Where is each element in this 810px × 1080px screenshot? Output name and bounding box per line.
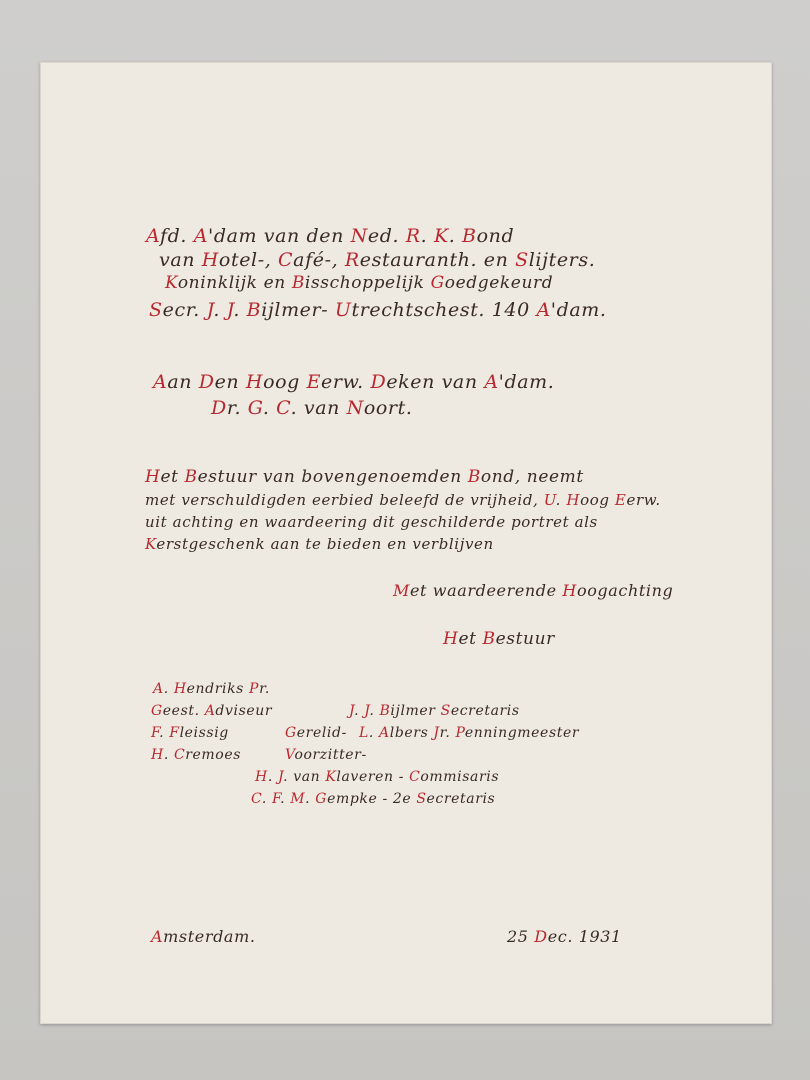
signatory-bijlmer: J. J. Bijlmer Secretaris — [349, 703, 520, 719]
signatory-van-klaveren: H. J. van Klaveren - Commisaris — [255, 769, 500, 785]
body-line-4: Kerstgeschenk aan te bieden en verblijven — [145, 535, 494, 553]
footer-place: Amsterdam. — [151, 927, 256, 946]
addressee-line-2: Dr. G. C. van Noort. — [211, 397, 413, 419]
signatory-gempke: C. F. M. Gempke - 2e Secretaris — [251, 791, 496, 807]
body-line-3: uit achting en waardeering dit geschilderde portret als — [145, 513, 598, 531]
header-line-2: van Hotel-, Café-, Restauranth. en Slijters. — [159, 249, 596, 271]
closing-regards: Met waardeerende Hoogachting — [393, 581, 674, 600]
header-line-4: Secr. J. J. Bijlmer- Utrechtschest. 140 A'dam. — [149, 299, 607, 321]
body-line-1: Het Bestuur van bovengenoemden Bond, neemt — [145, 467, 584, 487]
signatory-hendriks: A. Hendriks Pr. — [153, 681, 270, 697]
footer-date: 25 Dec. 1931 — [507, 927, 622, 946]
signatory-role-voorzitter: Voorzitter- — [285, 747, 367, 763]
signatory-albers: L. Albers Jr. Penningmeester — [359, 725, 580, 741]
letter-page — [40, 62, 772, 1024]
closing-board: Het Bestuur — [443, 629, 555, 649]
signatory-fleissig: F. Fleissig — [151, 725, 229, 741]
body-line-2: met verschuldigden eerbied beleefd de vrijheid, U. Hoog Eerw. — [145, 491, 661, 509]
addressee-line-1: Aan Den Hoog Eerw. Deken van A'dam. — [153, 371, 555, 393]
signatory-cremoes: H. Cremoes — [151, 747, 242, 763]
signatory-role-gerelid: Gerelid- — [285, 725, 347, 741]
signatory-role-adviseur: Geest. Adviseur — [151, 703, 273, 719]
header-line-1: Afd. A'dam van den Ned. R. K. Bond — [146, 225, 515, 247]
header-line-3: Koninklijk en Bisschoppelijk Goedgekeurd — [165, 273, 554, 293]
